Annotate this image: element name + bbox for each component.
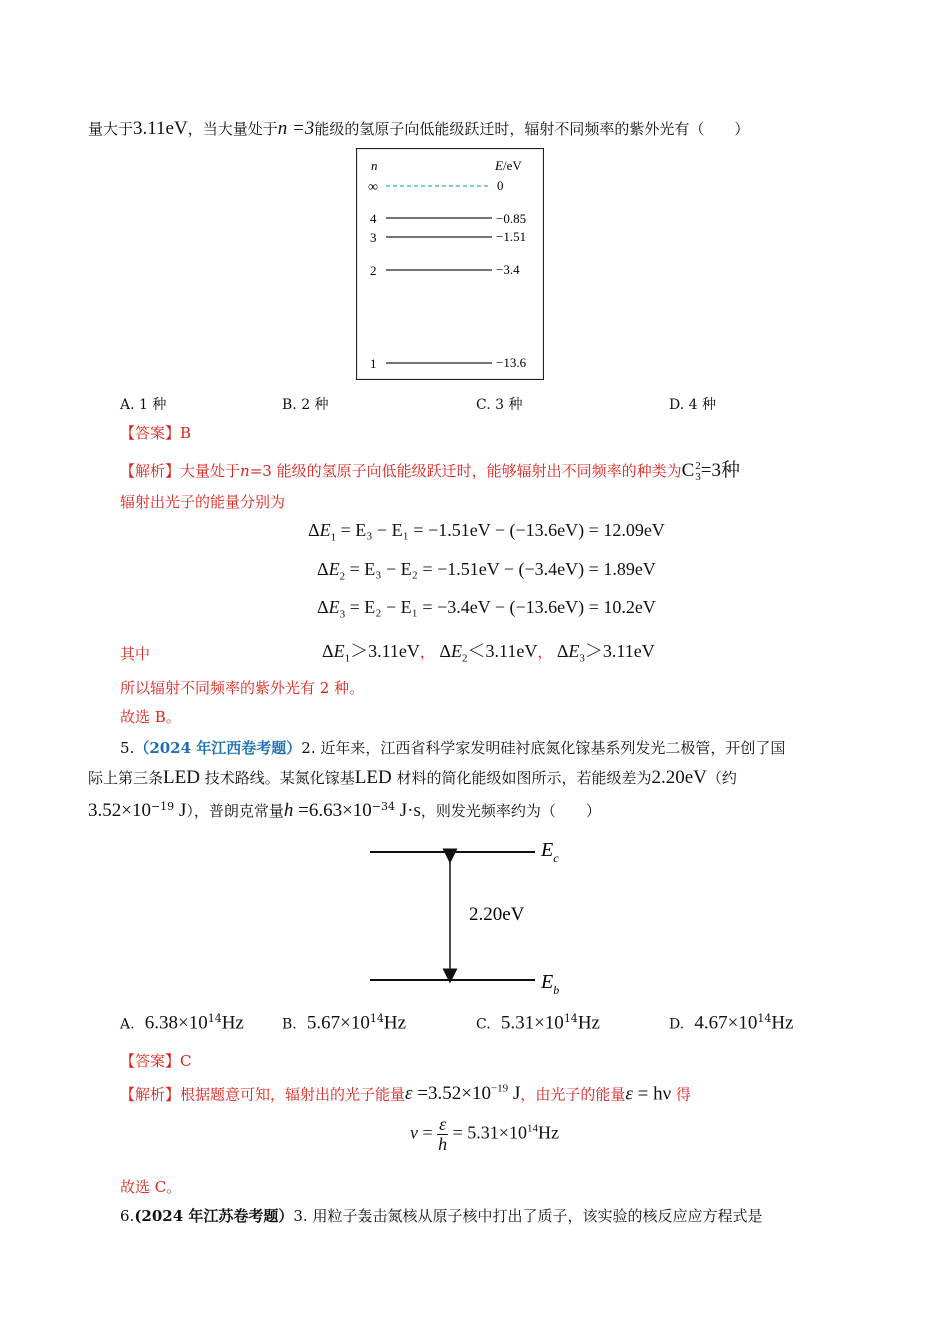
level-e-4: −0.85	[496, 211, 527, 226]
diagram-energy-axis-label: E/eV	[495, 158, 522, 173]
q5-option-c[interactable]: C. $5.31\times 10^{14}Hz$	[476, 1012, 600, 1034]
level-e-inf: 0	[497, 178, 504, 193]
level-n-1: 1	[370, 356, 377, 371]
q4-option-a[interactable]: A. 1 种	[120, 397, 167, 413]
q4-conclusion: 所以辐射不同频率的紫外光有 2 种。	[120, 679, 365, 697]
q4-choose: 故选 B。	[120, 708, 181, 726]
q4-option-c[interactable]: C. 3 种	[476, 397, 523, 413]
q5-option-d[interactable]: D. $4.67\times 10^{14}Hz$	[669, 1012, 794, 1034]
level-e-3: −1.51	[496, 229, 527, 244]
q4-analysis-line1: 【解析】大量处于n=3 能级的氢原子向低能级跃迁时，能够辐射出不同频率的种类为C 2 3 =3种	[120, 459, 740, 483]
led-energy-gap-diagram	[365, 836, 575, 1000]
gap-label: 2.20eV	[469, 904, 525, 925]
combination-formula: C 2 3 =3种	[681, 459, 740, 483]
q4-equation-3: $\Delta E_3 = E_2 - E_1 = -3.4eV - (-13.6eV) = 10.2eV$	[317, 597, 656, 621]
q4-option-b[interactable]: B. 2 种	[282, 397, 329, 413]
q5-option-a[interactable]: A. $6.38\times 10^{14}Hz$	[120, 1012, 244, 1034]
diagram-n-label: n	[371, 158, 378, 173]
q4-among-label: 其中	[120, 645, 151, 663]
level-n-3: 3	[370, 230, 377, 245]
q5-stem-line2: 际上第三条LED 技术路线。某氮化镓基LED 材料的简化能级如图所示，若能级差为2.20eV（约	[88, 767, 737, 788]
level-n-4: 4	[370, 211, 377, 226]
q5-stem-line1: 5.（2024 年江西卷考题）2. 近年来，江西省科学家发明硅衬底氮化镓基系列发光二极管，开创了国	[120, 739, 786, 757]
q5-option-b[interactable]: B. $5.67\times 10^{14}Hz$	[282, 1012, 407, 1034]
q5-stem-line3: $3.52\times 10^{-19}$ J），普朗克常量$h =6.63\times 10^{-34}$ J·s，则发光频率约为（ ）	[88, 800, 601, 821]
q6-stem: 6.(2024 年江苏卷考题）3. 用粒子轰击氮核从原子核中打出了质子，该实验的核反应应方程式是	[120, 1207, 763, 1225]
q4-equation-2: $\Delta E_2 = E_3 - E_2 = -1.51eV - (-3.4eV) = 1.89eV$	[317, 559, 656, 583]
q5-frequency-equation: ν = $\frac{\varepsilon}{h}$ = $5.31\times 10^{14}Hz$	[410, 1114, 559, 1154]
level-n-2: 2	[370, 263, 377, 278]
q5-answer: 【答案】C	[120, 1052, 192, 1070]
level-e-1: −13.6	[496, 355, 527, 370]
q5-analysis-line1: 【解析】根据题意可知，辐射出的光子能量$\varepsilon =3.52\times 10^{-19}$ J，由光子的能量ε = hν 得	[120, 1083, 691, 1105]
ec-label: $E_c$	[541, 839, 559, 865]
level-n-inf: ∞	[368, 180, 378, 195]
q4-option-d[interactable]: D. 4 种	[669, 397, 716, 413]
q5-choose: 故选 C。	[120, 1178, 182, 1196]
level-e-2: −3.4	[496, 262, 520, 277]
eb-label: $E_b$	[541, 971, 560, 997]
q4-stem-continued: 量大于3.11eV，当大量处于n =3能级的氢原子向低能级跃迁时，辐射不同频率的紫外光有（ ）	[88, 118, 750, 139]
hydrogen-energy-level-diagram	[356, 148, 544, 380]
q4-comparisons: $\Delta E_1>3.11eV$， $\Delta E_2<3.11eV$， $\Delta E_3>3.11eV$	[322, 641, 655, 665]
q4-answer: 【答案】B	[120, 424, 192, 442]
q4-analysis-line2: 辐射出光子的能量分别为	[120, 493, 286, 511]
q4-equation-1: $\Delta E_1 = E_3 - E_1 = -1.51eV - (-13.6eV) = 12.09eV$	[308, 520, 665, 544]
